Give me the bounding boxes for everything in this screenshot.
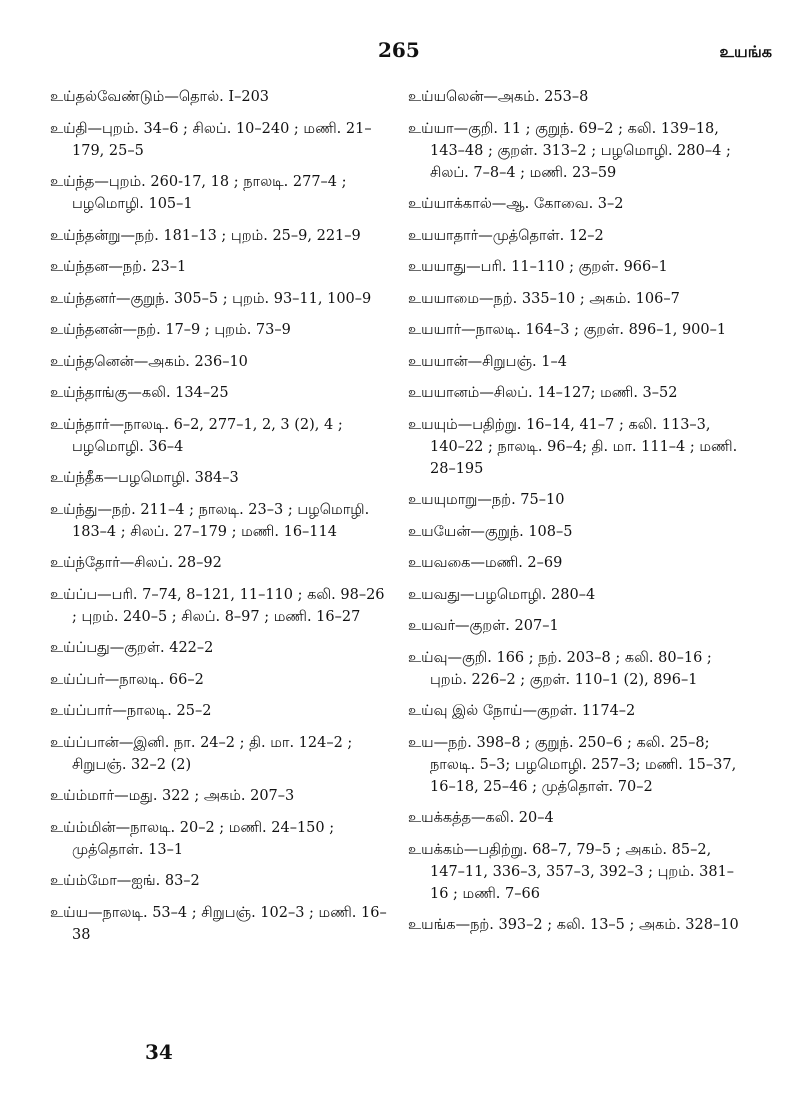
entry-headword: உயவர் — [408, 618, 456, 634]
entry-references: நற். 393–2 ; கலி. 13–5 ; அகம். 328–10 — [470, 917, 739, 933]
left-column — [50, 86, 390, 955]
entry-references: ஐங். 83–2 — [131, 873, 200, 889]
entry-headword: உய்ந்த — [50, 174, 95, 190]
entry-separator: — — [483, 89, 498, 105]
entry-headword: உய — [408, 734, 434, 751]
entry-references: நற். 398–8 ; குறுந். 250–6 ; கலி. 25–8; நாலடி. 5–3; பழமொழி. 257–3; மணி. 15–37, 16–18, 25–46 ; முத்தொள். 70–2 — [430, 734, 737, 795]
entry-references: பரி. 7–74, 8–121, 11–110 ; கலி. 98–26 ; புறம். 240–5 ; சிலப். 8–97 ; மணி. 16–27 — [72, 586, 385, 625]
entry-headword: உயவகை — [408, 555, 471, 571]
entry-separator: — — [455, 917, 471, 933]
entry-separator: — — [118, 734, 134, 751]
index-entry — [408, 351, 748, 373]
index-entry — [408, 552, 748, 574]
entry-references: குறுந். 305–5 ; புறம். 93–11, 100–9 — [130, 290, 372, 307]
entry-references: குறள். 207–1 — [469, 618, 559, 634]
index-entry — [408, 615, 748, 637]
entry-references: நாலடி. 20–2 ; மணி. 24–150 ; முத்தொள். 13–1 — [72, 819, 335, 858]
index-entry — [50, 902, 390, 946]
entry-headword: உய்ந்தனென் — [50, 353, 134, 370]
index-entry — [50, 552, 390, 574]
entry-references: நற். 23–1 — [122, 259, 187, 275]
footer-folio: 34 — [145, 1040, 173, 1064]
entry-separator: — — [112, 703, 127, 719]
entry-headword: உய்ம்மார் — [50, 788, 115, 804]
entry-separator: — — [133, 353, 149, 370]
running-head: உயங்க — [719, 42, 772, 61]
entry-headword: உயக்கத்த — [408, 810, 472, 826]
entry-references: குறி. 166 ; நற். 203–8 ; கலி. 80–16 ; புறம். 226–2 ; குறள். 110–1 (2), 896–1 — [430, 649, 712, 688]
entry-headword: உய்யாக்கால் — [408, 196, 492, 212]
index-entry — [50, 414, 390, 458]
entry-separator: — — [115, 290, 131, 307]
index-entry — [408, 489, 748, 511]
entry-headword: உய்ந்தாங்கு — [50, 385, 128, 401]
entry-separator: — — [94, 174, 109, 190]
entry-references: கலி. 20–4 — [485, 810, 554, 826]
entry-separator: — — [460, 586, 475, 603]
right-column — [408, 86, 748, 946]
entry-references: நற். 75–10 — [491, 492, 565, 508]
index-entry — [50, 288, 390, 310]
entry-headword: உய்ம்மின் — [50, 819, 116, 836]
entry-references: பழமொழி. 280–4 — [474, 586, 596, 603]
entry-headword: உயவது — [408, 586, 461, 603]
index-entry — [408, 839, 748, 905]
entry-separator: — — [115, 819, 131, 836]
entry-references: நற். 181–13 ; புறம். 25–9, 221–9 — [135, 227, 361, 244]
entry-references: பரி. 11–110 ; குறள். 966–1 — [480, 259, 668, 275]
entry-separator: — — [522, 703, 537, 719]
entry-references: ஆ. கோவை. 3–2 — [506, 196, 624, 212]
index-entry — [50, 669, 390, 691]
entry-headword: உய்தல்வேண்டும் — [50, 89, 165, 105]
entry-references: புறம். 34–6 ; சிலப். 10–240 ; மணி. 21–179, 25–5 — [72, 120, 372, 159]
entry-headword: உய்தி — [50, 120, 88, 137]
index-entry — [50, 86, 390, 108]
page-number: 265 — [378, 38, 420, 62]
entry-references: அகம். 236–10 — [148, 353, 248, 370]
entry-references: கலி. 134–25 — [141, 385, 229, 401]
entry-separator: — — [477, 492, 492, 508]
entry-headword: உய்யா — [408, 120, 454, 137]
entry-headword: உய்ந்தார் — [50, 416, 110, 433]
entry-headword: உய்யலென் — [408, 89, 484, 105]
entry-headword: உய்வு — [408, 649, 448, 666]
index-entry — [408, 521, 748, 543]
entry-references: புறம். 260-17, 18 ; நாலடி. 277–4 ; பழமொழி. 105–1 — [72, 174, 347, 212]
entry-references: குறி. 11 ; குறுந். 69–2 ; கலி. 139–18, 143–48 ; குறள். 313–2 ; பழமொழி. 280–4 ; சிலப். 7–8–4 ; மணி. 23–59 — [430, 120, 731, 181]
entry-headword: உய்ந்து — [50, 501, 98, 518]
entry-references: மணி. 2–69 — [484, 555, 563, 571]
index-entry — [408, 914, 748, 936]
entry-headword: உயயாதார் — [408, 227, 479, 244]
entry-separator: — — [119, 555, 135, 571]
entry-references: குறள். 422–2 — [124, 640, 214, 656]
entry-separator: — — [88, 904, 103, 921]
index-entry — [408, 647, 748, 691]
entry-headword: உய்ய — [50, 904, 89, 921]
entry-references: குறுந். 108–5 — [484, 523, 573, 540]
entry-references: குறள். 1174–2 — [536, 703, 636, 719]
index-entry — [50, 584, 390, 628]
index-entry — [408, 807, 748, 829]
entry-references: பழமொழி. 384–3 — [118, 470, 239, 486]
entry-headword: உய்ந்தனர் — [50, 290, 116, 307]
index-entry — [50, 637, 390, 659]
index-entry — [50, 225, 390, 247]
entry-references: இனி. நா. 24–2 ; தி. மா. 124–2 ; சிறுபஞ். 32–2 (2) — [72, 734, 353, 773]
index-entry — [408, 118, 748, 184]
index-entry — [408, 288, 748, 310]
index-entry — [50, 499, 390, 543]
entry-separator: — — [116, 873, 132, 889]
entry-separator: — — [122, 322, 137, 338]
entry-separator: — — [120, 227, 136, 244]
entry-references: நாலடி. 6–2, 277–1, 2, 3 (2), 4 ; பழமொழி. 36–4 — [72, 416, 343, 455]
entry-separator: — — [104, 671, 120, 688]
index-entry — [50, 785, 390, 807]
index-entry — [408, 256, 748, 278]
index-entry — [408, 193, 748, 215]
index-entry — [408, 382, 748, 404]
entry-references: முத்தொள். 12–2 — [492, 227, 604, 244]
entry-headword: உயயேன் — [408, 523, 471, 540]
index-entry — [408, 86, 748, 108]
entry-separator: — — [491, 196, 507, 212]
entry-headword: உய்வு இல் நோய் — [408, 703, 523, 719]
entry-headword: உய்ந்தனன் — [50, 322, 123, 338]
entry-separator: — — [109, 640, 125, 656]
entry-separator: — — [470, 523, 485, 540]
index-entry — [50, 256, 390, 278]
entry-separator: — — [467, 353, 483, 370]
entry-separator: — — [479, 290, 494, 307]
entry-headword: உயங்க — [408, 917, 456, 933]
entry-references: மது. 322 ; அகம். 207–3 — [128, 788, 295, 804]
index-entry — [408, 414, 748, 480]
entry-headword: உயயாமை — [408, 290, 479, 307]
entry-references: சிலப். 28–92 — [134, 555, 222, 571]
entry-headword: உய்ந்தீக — [50, 470, 104, 486]
index-entry — [50, 382, 390, 404]
index-entry — [408, 225, 748, 247]
index-entry — [408, 584, 748, 606]
entry-separator: — — [433, 734, 449, 751]
index-entry — [50, 319, 390, 341]
entry-separator: — — [109, 416, 124, 433]
index-entry — [50, 171, 390, 215]
entry-headword: உய்ந்தன — [50, 259, 109, 275]
entry-references: சிலப். 14–127; மணி. 3–52 — [493, 385, 678, 401]
entry-headword: உய்ப்பார் — [50, 703, 113, 719]
entry-headword: உய்ப்ப — [50, 586, 98, 603]
entry-headword: உய்ம்மோ — [50, 873, 117, 889]
entry-separator: — — [108, 259, 123, 275]
index-entry — [408, 732, 748, 798]
index-entry — [408, 700, 748, 722]
entry-references: நற். 211–4 ; நாலடி. 23–3 ; பழமொழி. 183–4 ; சிலப். 27–179 ; மணி. 16–114 — [72, 501, 370, 540]
entry-headword: உயக்கம் — [408, 841, 464, 858]
entry-references: நாலடி. 164–3 ; குறள். 896–1, 900–1 — [475, 322, 727, 338]
entry-references: நற். 17–9 ; புறம். 73–9 — [136, 322, 291, 338]
entry-separator: — — [457, 416, 473, 433]
entry-references: பதிற்று. 68–7, 79–5 ; அகம். 85–2, 147–11, 336–3, 357–3, 392–3 ; புறம். 381–16 ; மணி. 7–66 — [430, 841, 735, 902]
index-entry — [50, 817, 390, 861]
entry-separator: — — [455, 618, 470, 634]
entry-references: பதிற்று. 16–14, 41–7 ; கலி. 113–3, 140–22 ; நாலடி. 96–4; தி. மா. 111–4 ; மணி. 28–195 — [430, 416, 738, 477]
entry-headword: உய்ப்பது — [50, 640, 110, 656]
entry-separator: — — [114, 788, 129, 804]
entry-separator: — — [103, 470, 119, 486]
entry-separator: — — [466, 259, 481, 275]
entry-separator: — — [479, 385, 494, 401]
entry-separator: — — [461, 322, 476, 338]
entry-headword: உய்ந்தோர் — [50, 555, 120, 571]
entry-headword: உயயானம் — [408, 385, 480, 401]
entry-separator: — — [470, 555, 485, 571]
entry-separator: — — [453, 120, 469, 137]
entry-headword: உயயான் — [408, 353, 468, 370]
entry-separator: — — [471, 810, 486, 826]
entry-references: சிறுபஞ். 1–4 — [482, 353, 567, 370]
index-entry — [50, 118, 390, 162]
entry-separator: — — [164, 89, 179, 105]
index-entry — [50, 351, 390, 373]
entry-headword: உய்ந்தன்று — [50, 227, 121, 244]
entry-references: அகம். 253–8 — [497, 89, 589, 105]
entry-headword: உயயுமாறு — [408, 492, 478, 508]
index-entry — [50, 467, 390, 489]
entry-references: நாலடி. 66–2 — [119, 671, 204, 688]
entry-separator: — — [87, 120, 102, 137]
entry-references: நாலடி. 25–2 — [126, 703, 212, 719]
entry-separator: — — [127, 385, 142, 401]
entry-references: நாலடி. 53–4 ; சிறுபஞ். 102–3 ; மணி. 16–38 — [72, 904, 387, 943]
entry-references: தொல். I–203 — [178, 89, 270, 105]
entry-separator: — — [97, 501, 112, 518]
entry-references: நற். 335–10 ; அகம். 106–7 — [493, 290, 680, 307]
entry-headword: உயயார் — [408, 322, 462, 338]
entry-separator: — — [97, 586, 112, 603]
entry-headword: உயயும் — [408, 416, 458, 433]
index-entry — [408, 319, 748, 341]
index-entry — [50, 870, 390, 892]
entry-separator: — — [463, 841, 479, 858]
entry-headword: உய்ப்பர் — [50, 671, 105, 688]
entry-separator: — — [478, 227, 493, 244]
entry-headword: உயயாது — [408, 259, 467, 275]
index-entry — [50, 700, 390, 722]
entry-headword: உய்ப்பான் — [50, 734, 119, 751]
entry-separator: — — [447, 649, 462, 666]
index-entry — [50, 732, 390, 776]
